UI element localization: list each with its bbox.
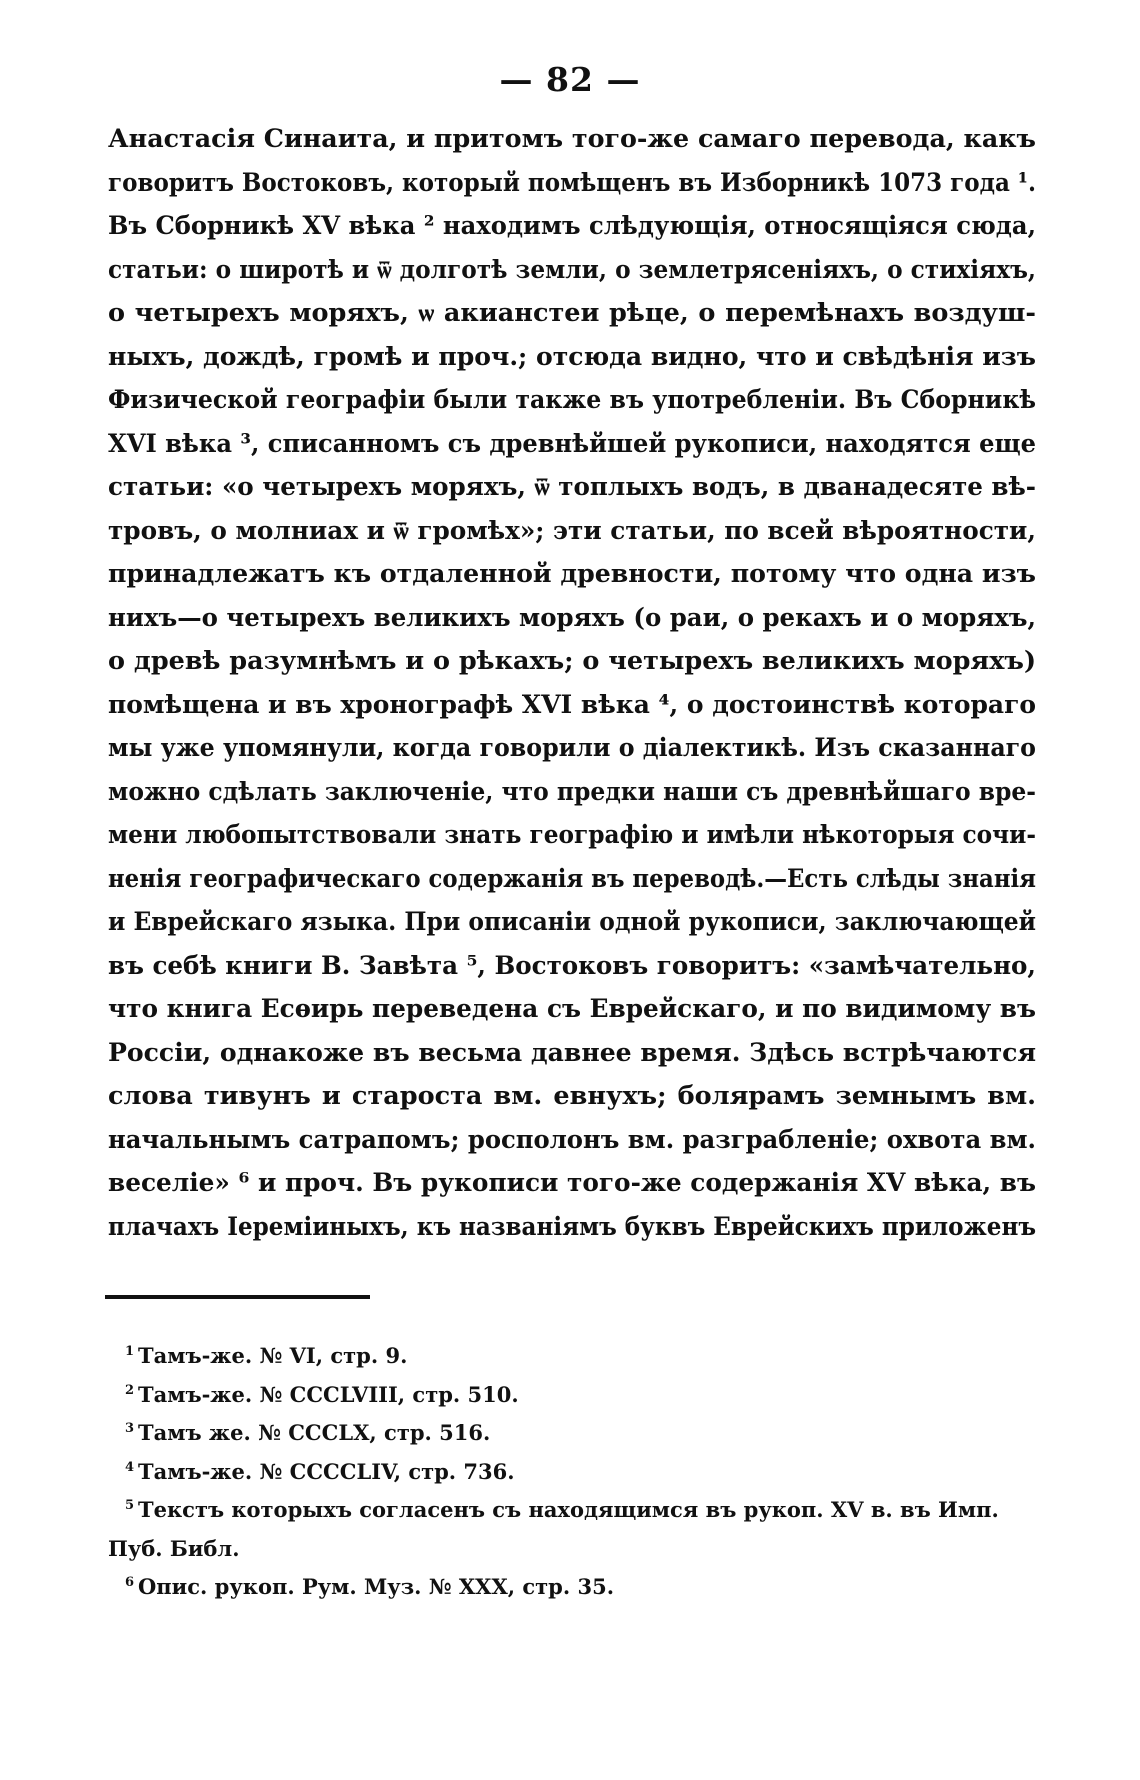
footnote — [108, 1337, 1036, 1376]
footnote — [108, 1414, 1036, 1453]
text-line-content: о древѣ разумнѣмъ и о рѣкахъ; о четырехъ великихъ моряхъ) — [108, 646, 1036, 676]
text-line — [108, 1032, 1036, 1076]
text-line-content: статьи: «о четырехъ моряхъ, ѿ топлыхъ водъ, в дванадесяте вѣ- — [108, 472, 1036, 502]
text-line — [108, 553, 1036, 597]
footnote-mark: 2 — [124, 1382, 134, 1398]
footnote-mark: 6 — [124, 1575, 134, 1590]
text-line — [108, 814, 1036, 858]
text-line — [108, 510, 1036, 554]
footnote-text: Тамъ же. № CCCLX, стр. 516. — [138, 1420, 491, 1445]
footnote-mark: 3 — [124, 1421, 134, 1436]
text-line — [108, 597, 1036, 641]
footnote-mark: 1 — [124, 1344, 134, 1359]
text-line-content: нихъ—о четырехъ великихъ моряхъ (о раи, о рекахъ и о моряхъ, — [108, 602, 1036, 633]
text-line — [108, 249, 1036, 293]
text-line — [108, 1119, 1036, 1163]
text-line-content: начальнымъ сатрапомъ; росполонъ вм. разграбленіе; охвота вм. — [108, 1124, 1036, 1155]
text-line-content: Физической географіи были также въ употребленіи. Въ Сборникѣ — [108, 385, 1036, 415]
body-text — [108, 118, 1036, 1249]
text-line-content: ненія географическаго содержанія въ переводѣ.—Есть слѣды знанія — [108, 863, 1036, 894]
text-line-content: помѣщена и въ хронографѣ XVI вѣка ⁴, о достоинствѣ котораго — [108, 689, 1036, 720]
text-line-content: слова тивунъ и староста вм. евнухъ; болярамъ земнымъ вм. — [108, 1081, 1036, 1111]
footnote — [108, 1453, 1036, 1492]
text-line — [108, 901, 1036, 945]
text-line-content: статьи: о широтѣ и ѿ долготѣ земли, о землетрясеніяхъ, о стихіяхъ, — [108, 254, 1036, 285]
footnotes — [108, 1337, 1036, 1607]
text-line-content: говоритъ Востоковъ, который помѣщенъ въ Изборникѣ 1073 года ¹. — [108, 167, 1036, 198]
footnote-text: Пуб. Библ. — [108, 1535, 240, 1561]
footnote-mark: 5 — [124, 1498, 134, 1513]
footnote-text: Тамъ-же. № VI, стр. 9. — [138, 1343, 408, 1368]
text-line-content: плачахъ Іереміиныхъ, къ названіямъ буквъ Еврейскихъ приложенъ — [108, 1211, 1036, 1242]
footnote-mark: 4 — [124, 1459, 134, 1475]
text-line — [108, 945, 1036, 989]
text-line — [108, 336, 1036, 380]
text-line — [108, 1206, 1036, 1250]
footnote — [108, 1491, 1036, 1530]
footnote-text: Тамъ-же. № CCCLVIII, стр. 510. — [138, 1381, 519, 1407]
page-number: — 82 — — [499, 60, 641, 99]
text-line — [108, 640, 1036, 684]
text-line-content: въ себѣ книги В. Завѣта ⁵, Востоковъ говоритъ: «замѣчательно, — [108, 950, 1036, 981]
text-line — [108, 988, 1036, 1032]
text-line — [108, 466, 1036, 510]
text-line — [108, 423, 1036, 467]
text-line-content: ныхъ, дождѣ, громѣ и проч.; отсюда видно, что и свѣдѣнія изъ — [108, 341, 1036, 372]
text-line-content: о четырехъ моряхъ, ѡ акианстеи рѣце, о перемѣнахъ воздуш- — [108, 298, 1036, 328]
text-line-content: Въ Сборникѣ XV вѣка ² находимъ слѣдующія, относящіяся сюда, — [108, 211, 1036, 241]
text-line-content: XVI вѣка ³, списанномъ съ древнѣйшей рукописи, находятся еще — [108, 428, 1036, 459]
text-line — [108, 727, 1036, 771]
text-line-content: и Еврейскаго языка. При описаніи одной рукописи, заключающей — [108, 907, 1036, 937]
text-line-content: что книга Есѳирь переведена съ Еврейскаго, и по видимому въ — [108, 994, 1036, 1024]
text-line — [108, 1162, 1036, 1206]
text-line — [108, 1075, 1036, 1119]
footnote-text: Тамъ-же. № CCCCLIV, стр. 736. — [138, 1458, 515, 1484]
text-line — [108, 771, 1036, 815]
footnote — [108, 1376, 1036, 1415]
text-line-content: мени любопытствовали знать географію и имѣли нѣкоторыя сочи- — [108, 820, 1036, 850]
footnote-text: Опис. рукоп. Рум. Муз. № XXX, стр. 35. — [138, 1574, 615, 1599]
text-line-content: веселіе» ⁶ и проч. Въ рукописи того-же содержанія XV вѣка, въ — [108, 1168, 1036, 1198]
text-line — [108, 162, 1036, 206]
text-line-content: тровъ, о молниах и ѿ громѣх»; эти статьи, по всей вѣроятности, — [108, 515, 1036, 546]
text-line — [108, 858, 1036, 902]
text-line — [108, 684, 1036, 728]
footnote-divider — [105, 1295, 370, 1299]
text-line — [108, 118, 1036, 162]
text-line-content: можно сдѣлать заключеніе, что предки наши съ древнѣйшаго вре- — [108, 776, 1036, 807]
text-line-content: Россіи, однакоже въ весьма давнее время. Здѣсь встрѣчаются — [108, 1037, 1036, 1068]
footnote — [108, 1568, 1036, 1607]
text-line-content: принадлежатъ къ отдаленной древности, потому что одна изъ — [108, 559, 1036, 589]
footnote-text: Текстъ которыхъ согласенъ съ находящимся въ рукоп. XV в. въ Имп. — [138, 1497, 999, 1522]
text-line — [108, 205, 1036, 249]
text-line-content: Анастасія Синаита, и притомъ того-же самаго перевода, какъ — [108, 124, 1036, 154]
text-line-content: мы уже упомянули, когда говорили о діалектикѣ. Изъ сказаннаго — [108, 733, 1036, 763]
text-line — [108, 292, 1036, 336]
footnote-continuation — [108, 1530, 1036, 1569]
text-line — [108, 379, 1036, 423]
